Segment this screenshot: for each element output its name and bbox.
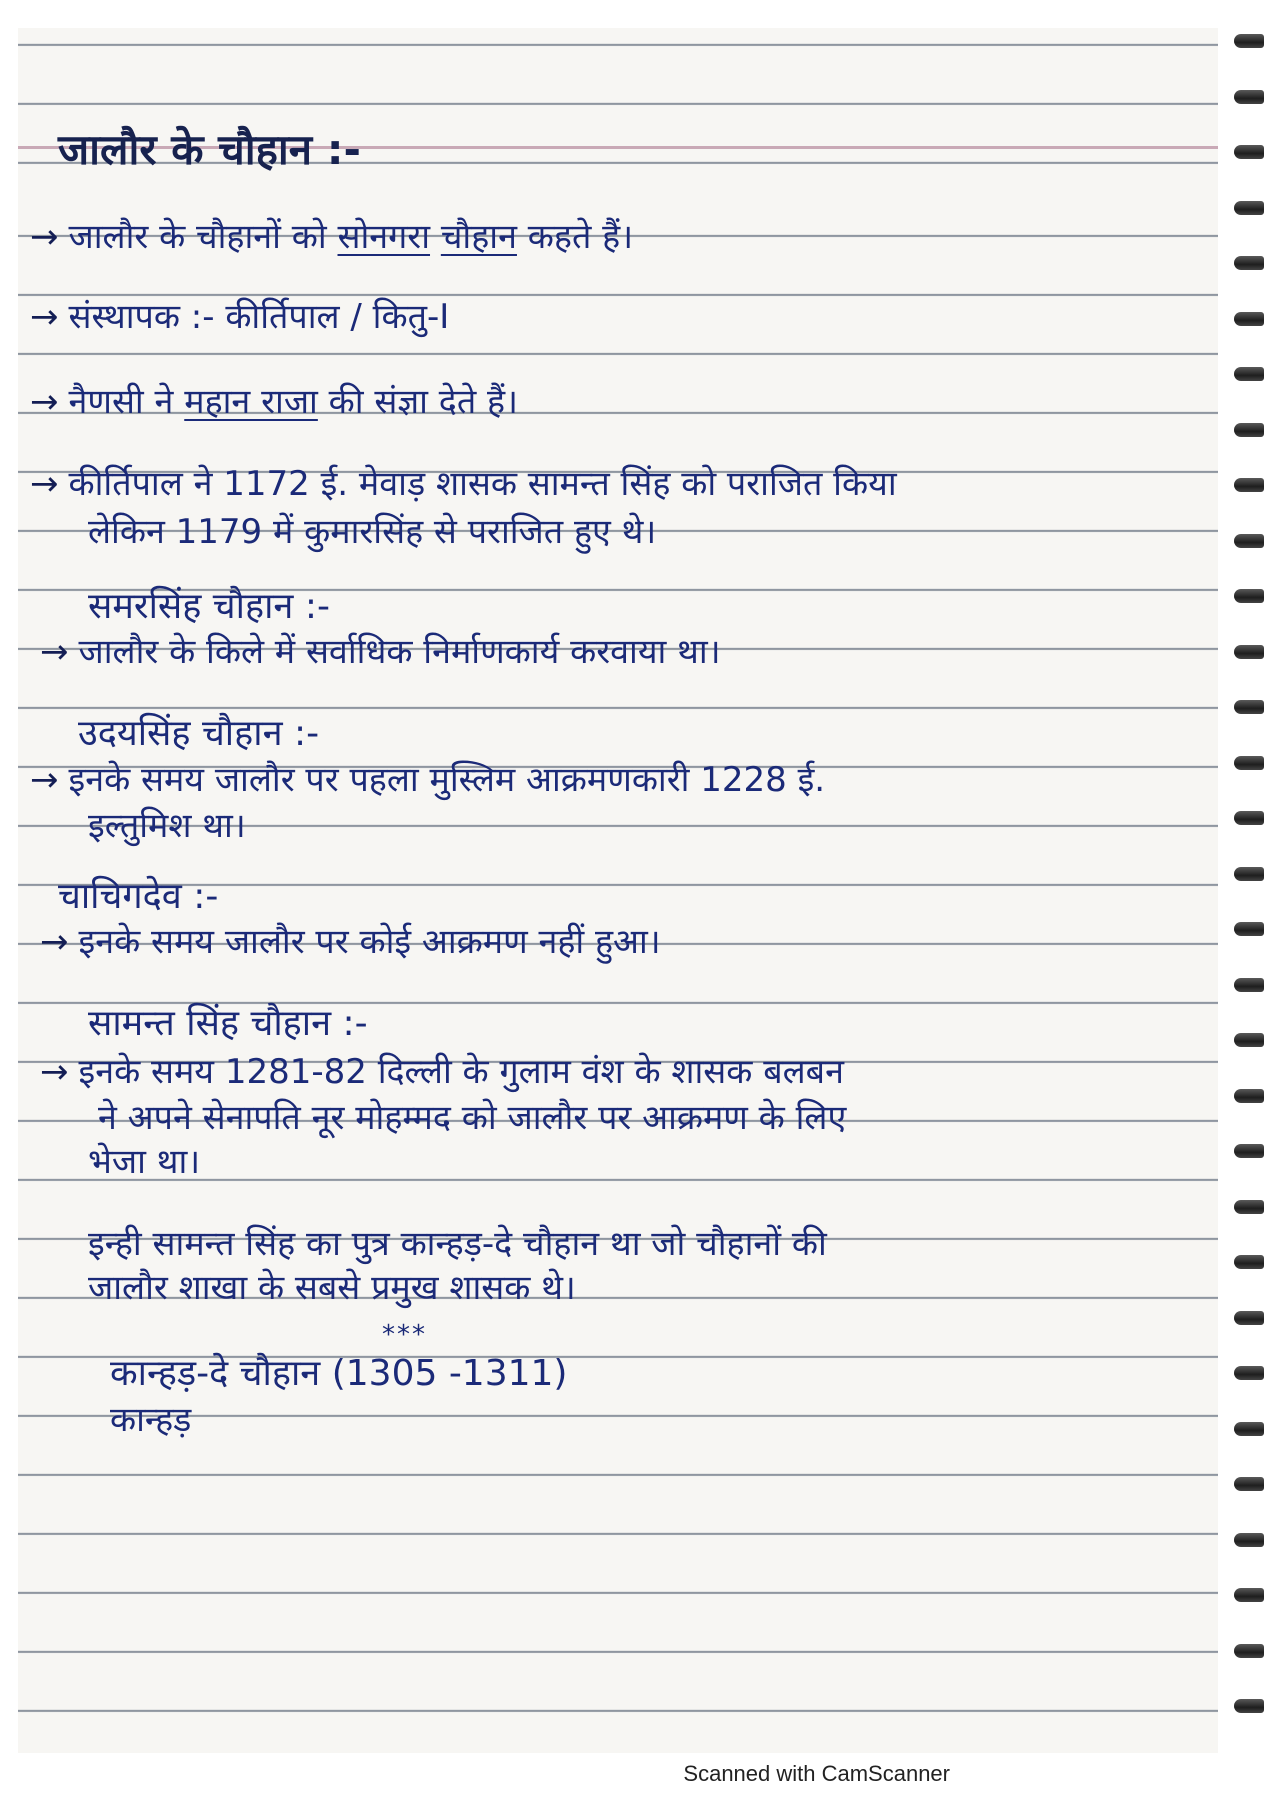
spiral-ring [1234,534,1264,548]
note-line-4a [30,462,897,506]
line-text: नैणसी ने [68,382,174,422]
underlined-term: चौहान [440,217,517,257]
spiral-ring [1234,145,1264,159]
spiral-ring [1234,256,1264,270]
scanner-watermark: Scanned with CamScanner [683,1761,950,1786]
section-title-samarsingh: समरसिंह चौहान :- [88,586,330,627]
line-text: कीर्तिपाल ने 1172 ई. मेवाड़ शासक सामन्त सिंह को पराजित किया [68,464,897,504]
line-text: संस्थापक :- कीर्तिपाल / कितु-I [68,297,450,337]
udaysingh-line-2: इल्तुमिश था। [88,806,246,846]
spiral-ring [1234,1644,1264,1658]
spiral-ring [1234,90,1264,104]
spiral-ring [1234,34,1264,48]
importance-stars: *** [382,1320,427,1350]
note-line-3 [30,380,518,424]
spiral-ring [1234,201,1264,215]
line-text: इनके समय 1281-82 दिल्ली के गुलाम वंश के शासक बलबन [78,1052,844,1092]
spiral-ring [1234,645,1264,659]
paragraph-line-2: जालौर शाखा के सबसे प्रमुख शासक थे। [88,1268,576,1308]
spiral-ring [1234,1033,1264,1047]
arrow-icon: → [30,760,59,800]
note-line-1 [30,215,633,259]
line-text: इनके समय जालौर पर कोई आक्रमण नहीं हुआ। [78,922,661,962]
spiral-ring [1234,811,1264,825]
spiral-ring [1234,1588,1264,1602]
line-text: जालौर के चौहानों को [68,217,327,257]
spiral-ring [1234,1422,1264,1436]
note-line-2 [30,295,449,339]
underlined-term: सोनगरा [337,217,431,257]
spiral-ring [1234,922,1264,936]
spiral-ring [1234,1255,1264,1269]
underlined-term: महान राजा [184,382,318,422]
spiral-ring [1234,1533,1264,1547]
spiral-ring [1234,1089,1264,1103]
spiral-ring [1234,423,1264,437]
arrow-icon: → [40,632,69,672]
spiral-ring [1234,1311,1264,1325]
arrow-icon: → [30,297,59,337]
line-text: इनके समय जालौर पर पहला मुस्लिम आक्रमणकारी 1228 ई. [68,760,826,800]
chachigdev-line [40,920,661,964]
spiral-ring [1234,756,1264,770]
section-title-samantsingh: सामन्त सिंह चौहान :- [88,1003,368,1044]
spiral-ring [1234,1699,1264,1713]
udaysingh-line-1 [30,758,825,802]
spiral-ring [1234,589,1264,603]
note-line-4b: लेकिन 1179 में कुमारसिंह से पराजित हुए थे। [88,512,657,552]
page-title: जालौर के चौहान :- [58,125,361,174]
line-text: जालौर के किले में सर्वाधिक निर्माणकार्य करवाया था। [78,632,721,672]
kanhad-line: कान्हड़ [110,1400,192,1440]
arrow-icon: → [40,1052,69,1092]
spiral-ring [1234,1200,1264,1214]
line-text: कहते हैं। [527,217,634,257]
spiral-binding [1224,24,1270,1744]
spiral-ring [1234,867,1264,881]
paragraph-line-1: इन्ही सामन्त सिंह का पुत्र कान्हड़-दे चौहान था जो चौहानों की [88,1224,827,1264]
section-title-udaysingh: उदयसिंह चौहान :- [78,713,320,754]
line-text: की संज्ञा देते हैं। [328,382,518,422]
spiral-ring [1234,700,1264,714]
spiral-ring [1234,1144,1264,1158]
arrow-icon: → [40,922,69,962]
samarsingh-line [40,630,721,674]
spiral-ring [1234,1366,1264,1380]
spiral-ring [1234,478,1264,492]
samantsingh-line-2: ने अपने सेनापति नूर मोहम्मद को जालौर पर आक्रमण के लिए [98,1098,847,1138]
samantsingh-line-3: भेजा था। [88,1142,201,1182]
spiral-ring [1234,367,1264,381]
arrow-icon: → [30,382,59,422]
arrow-icon: → [30,217,59,257]
spiral-ring [1234,1477,1264,1491]
spiral-ring [1234,312,1264,326]
section-title-chachigdev: चाचिगदेव :- [58,876,219,917]
section-title-kanhad: कान्हड़-दे चौहान (1305 -1311) [110,1353,568,1394]
arrow-icon: → [30,464,59,504]
spiral-ring [1234,978,1264,992]
samantsingh-line-1 [40,1050,844,1094]
